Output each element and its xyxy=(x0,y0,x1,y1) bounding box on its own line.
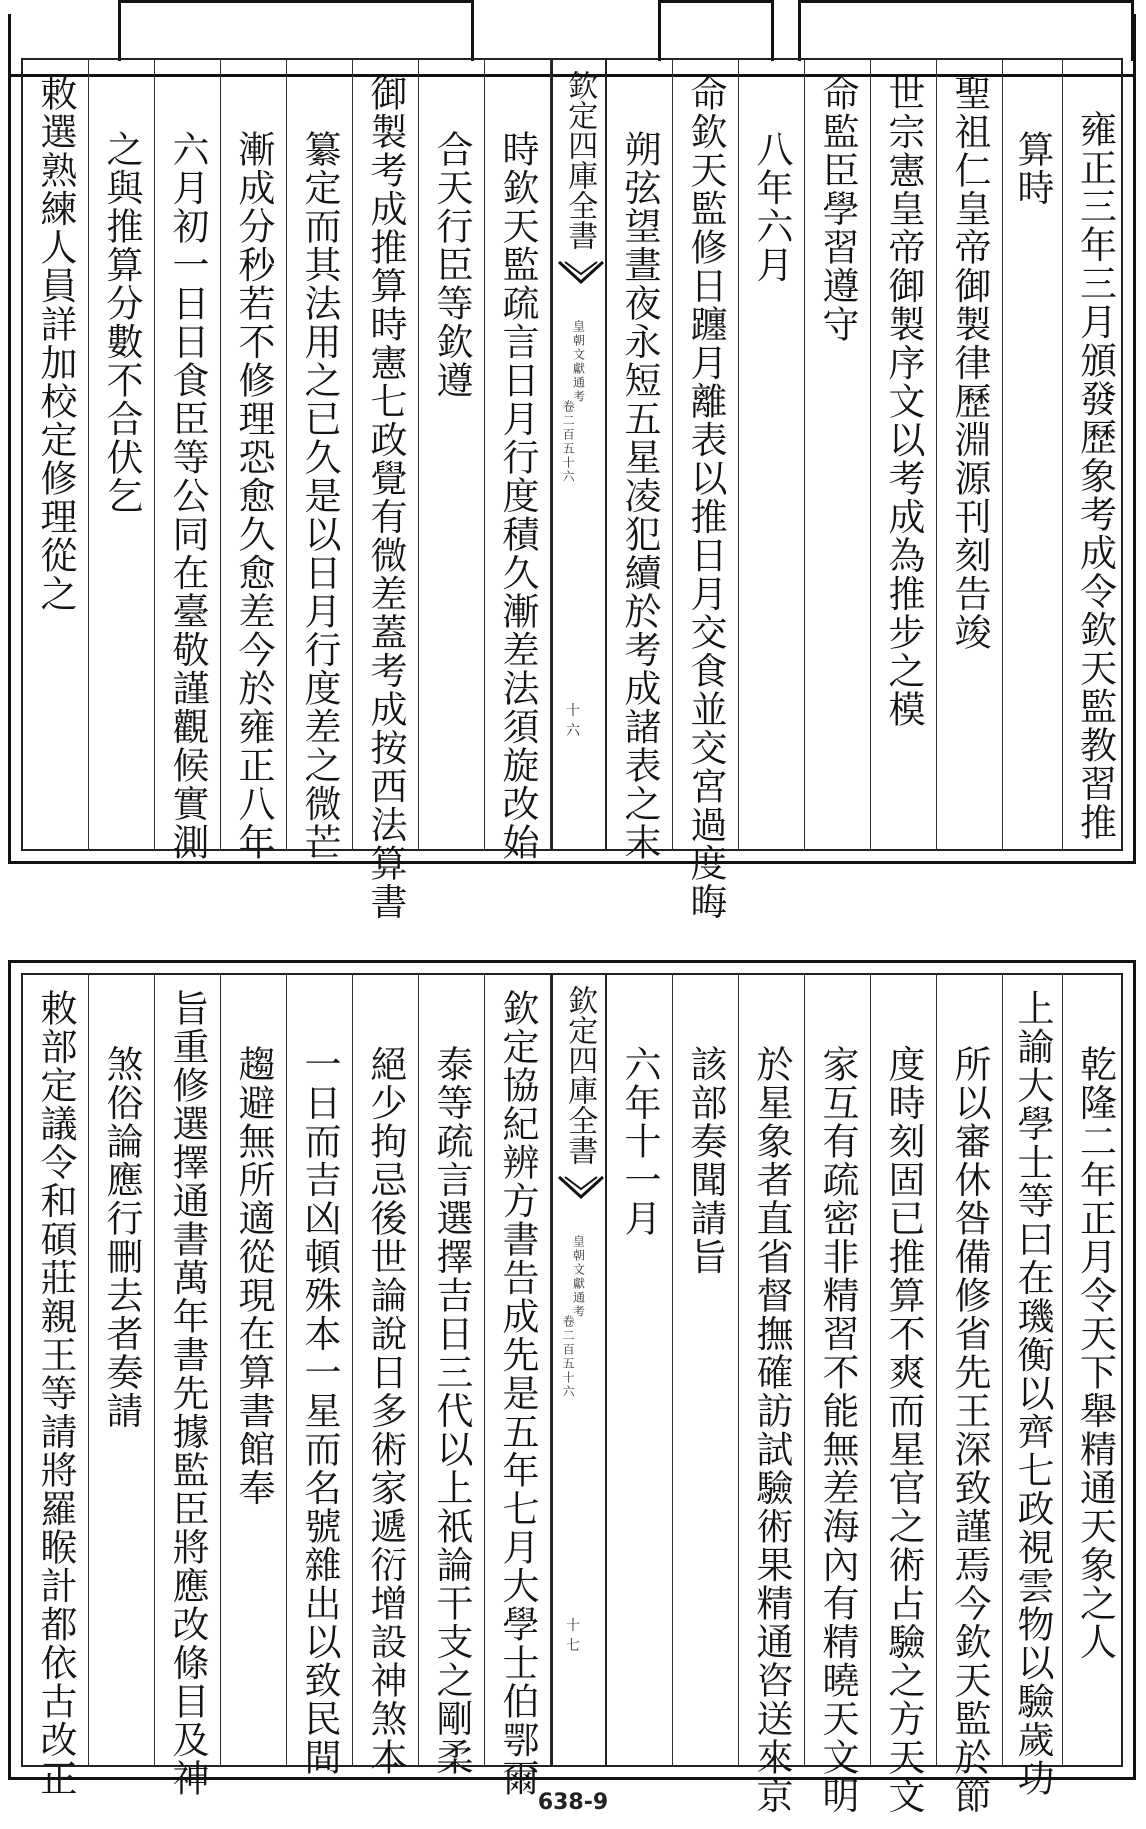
text-column xyxy=(89,60,155,849)
text-column xyxy=(871,975,937,1815)
text-column xyxy=(287,975,353,1777)
text-column xyxy=(1063,60,1127,849)
text-column xyxy=(287,60,353,862)
text-column xyxy=(1003,975,1063,1798)
column-text: 朔弦望晝夜永短五星凌犯續於考成諸表之末 xyxy=(618,130,661,862)
column-text: 於星象者直省督撫確訪試驗術果精通咨送來京 xyxy=(750,1045,793,1815)
text-column xyxy=(23,60,89,849)
text-column xyxy=(485,60,551,862)
text-column xyxy=(1063,975,1127,1765)
text-column xyxy=(607,60,673,862)
column-text: 旨重修選擇通書萬年書先據監臣將應改條目及神 xyxy=(166,989,209,1798)
gutter-title: 欽定四庫全書 xyxy=(562,985,598,1165)
gutter-book-title: 皇朝文獻通考 xyxy=(571,320,586,404)
text-column xyxy=(673,60,739,921)
column-text: 泰等疏言選擇吉日三代以上祇論干支之剛柔 xyxy=(430,1045,473,1777)
column-text: 家互有疏密非精習不能無差海內有精曉天文明 xyxy=(816,1045,859,1815)
column-text: 六月初一日日食臣等公同在臺敬謹觀候實測 xyxy=(166,130,209,862)
text-column xyxy=(221,60,287,862)
text-column xyxy=(871,60,937,849)
page-gutter xyxy=(551,60,607,849)
text-column xyxy=(805,60,871,849)
text-column xyxy=(739,60,805,849)
text-column xyxy=(937,60,1003,849)
column-text: 纂定而其法用之已久是以日月行度差之微芒 xyxy=(298,130,341,862)
text-column xyxy=(739,975,805,1815)
gutter-juan: 卷二百五十六 xyxy=(561,1315,576,1399)
text-column xyxy=(1003,60,1063,849)
column-text: 欽定協紀辨方書告成先是五年七月大學士伯鄂爾 xyxy=(496,989,539,1798)
text-column xyxy=(155,60,221,862)
column-text: 漸成分秒若不修理恐愈久愈差今於雍正八年 xyxy=(232,130,275,862)
column-text: 聖祖仁皇帝御製律歷淵源刊刻告竣 xyxy=(948,74,991,652)
column-text: 八年六月 xyxy=(750,130,793,284)
column-text: 絕少拘忌後世論說日多術家遞衍增設神煞本 xyxy=(364,1045,407,1777)
fishtail-mark xyxy=(557,260,605,286)
column-text: 上諭大學士等曰在璣衡以齊七政視雲物以驗歲功 xyxy=(1011,989,1054,1798)
text-column xyxy=(353,60,419,921)
text-column xyxy=(419,60,485,849)
top-page-frame xyxy=(21,58,1123,921)
fishtail-mark xyxy=(557,1175,605,1201)
text-column xyxy=(221,975,287,1765)
column-text: 乾隆二年正月令天下舉精通天象之人 xyxy=(1073,1045,1117,1661)
column-text: 算時 xyxy=(1011,130,1054,207)
column-text: 雍正三年三月頒發歷象考成令欽天監教習推 xyxy=(1073,110,1117,842)
column-text: 度時刻固已推算不爽而星官之術占驗之方天文 xyxy=(882,1045,925,1815)
page-gutter xyxy=(551,975,607,1765)
gutter-page-number: 十七 xyxy=(566,1618,580,1654)
header-tab xyxy=(658,0,774,61)
header-tab xyxy=(798,0,1134,61)
header-tab xyxy=(118,0,474,61)
column-text: 一日而吉凶頓殊本一星而名號雜出以致民間 xyxy=(298,1045,341,1777)
column-text: 煞俗論應行刪去者奏請 xyxy=(100,1045,143,1430)
gutter-title: 欽定四庫全書 xyxy=(562,70,598,250)
column-text: 趨避無所適從現在算書館奉 xyxy=(232,1045,275,1507)
gutter-book-title: 皇朝文獻通考 xyxy=(571,1235,586,1319)
text-column xyxy=(485,975,551,1798)
text-column xyxy=(353,975,419,1777)
column-text: 敕部定議令和碩莊親王等請將羅睺計都依古改正 xyxy=(34,989,77,1798)
column-text: 所以審休咎備修省先王深致謹焉今欽天監於節 xyxy=(948,1045,991,1815)
text-column xyxy=(419,975,485,1777)
text-column xyxy=(89,975,155,1765)
column-text: 命監臣學習遵守 xyxy=(816,74,859,344)
column-text: 該部奏聞請旨 xyxy=(684,1045,727,1276)
gutter-juan: 卷二百五十六 xyxy=(561,400,576,484)
text-column xyxy=(607,975,673,1765)
column-text: 敕選熟練人員詳加校定修理從之 xyxy=(34,74,77,613)
column-text: 六年十一月 xyxy=(618,1045,661,1238)
text-column xyxy=(805,975,871,1815)
text-column xyxy=(937,975,1003,1815)
gutter-page-number: 十六 xyxy=(566,703,580,739)
top-page xyxy=(8,14,1136,921)
text-column xyxy=(673,975,739,1765)
column-text: 時欽天監疏言日月行度積久漸差法須旋改始 xyxy=(496,130,539,862)
column-text: 之與推算分數不合伏乞 xyxy=(100,130,143,515)
column-text: 命欽天監修日躔月離表以推日月交食並交宮過度晦 xyxy=(684,74,727,921)
column-text: 合天行臣等欽遵 xyxy=(430,130,473,400)
page-number-footer: 638-9 xyxy=(537,1790,609,1815)
text-column xyxy=(155,975,221,1798)
column-text: 御製考成推算時憲七政覺有微差蓋考成按西法算書 xyxy=(364,74,407,921)
text-column xyxy=(23,975,89,1798)
column-text: 世宗憲皇帝御製序文以考成為推步之模 xyxy=(882,74,925,729)
